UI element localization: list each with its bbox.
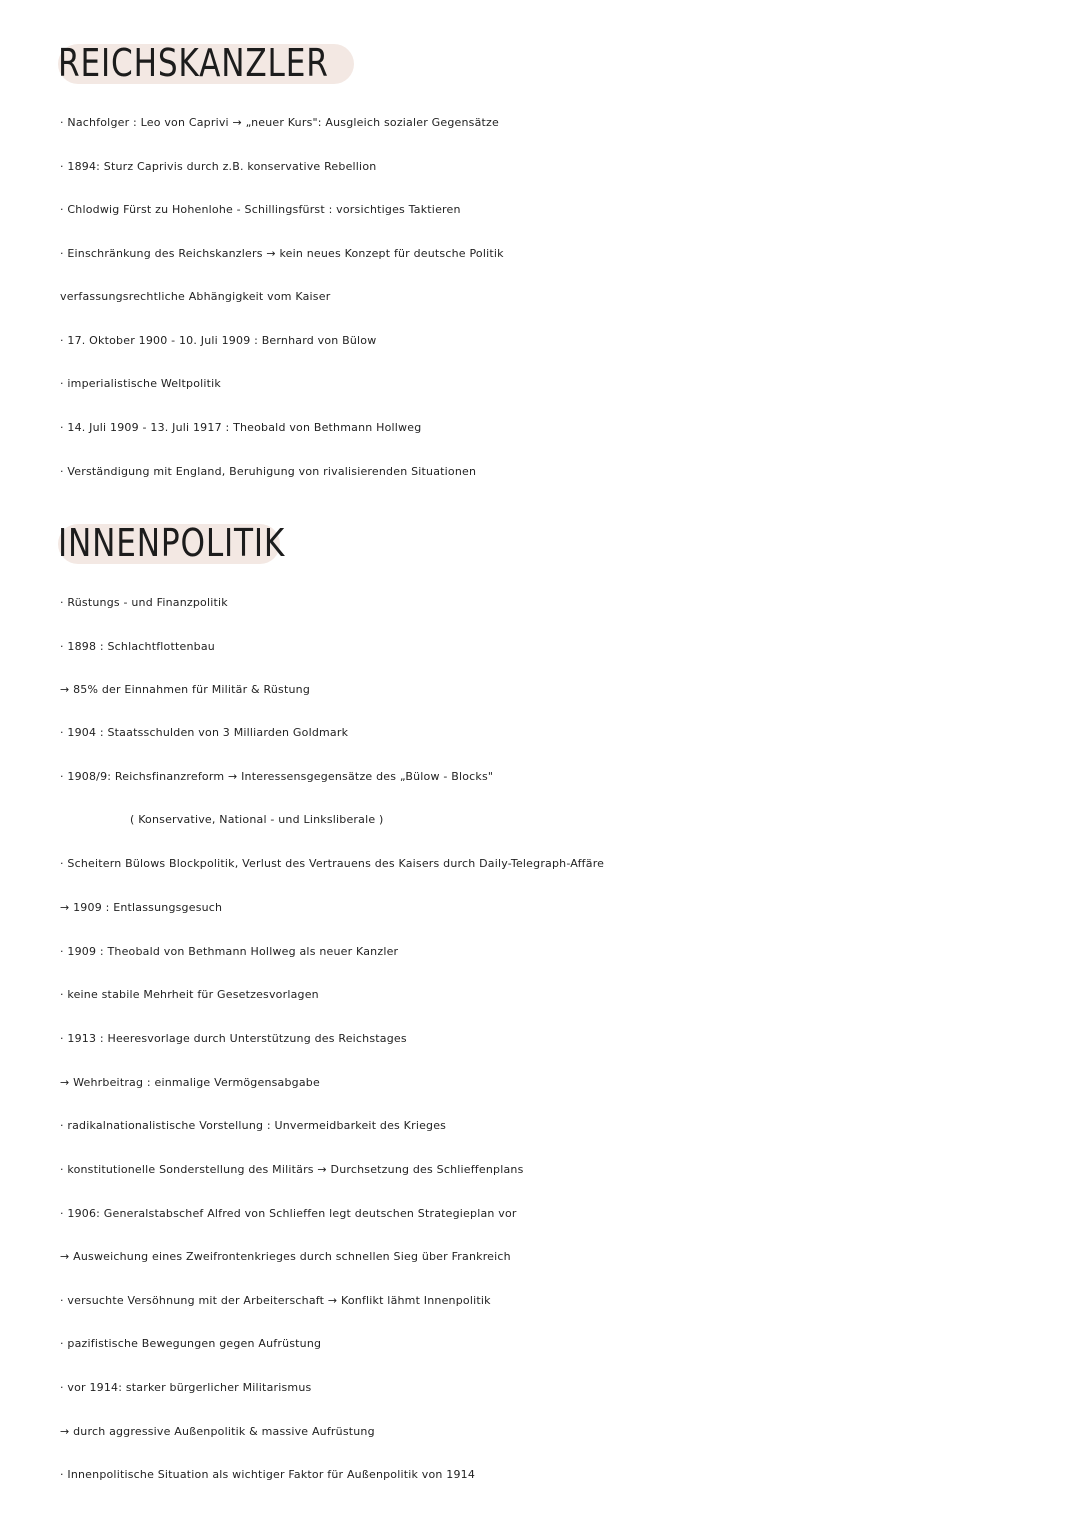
note-line: · Rüstungs - und Finanzpolitik xyxy=(60,596,228,609)
note-line: · Innenpolitische Situation als wichtiger Faktor für Außenpolitik von 1914 xyxy=(60,1468,476,1481)
heading-innenpolitik: INNENPOLITIK xyxy=(58,521,286,565)
note-line: · radikalnationalistische Vorstellung : Unvermeidbarkeit des Krieges xyxy=(60,1119,447,1132)
note-line: · keine stabile Mehrheit für Gesetzesvorlagen xyxy=(60,988,319,1001)
note-line: · Chlodwig Fürst zu Hohenlohe - Schillingsfürst : vorsichtiges Taktieren xyxy=(60,203,461,216)
note-line: · 1904 : Staatsschulden von 3 Milliarden Goldmark xyxy=(60,726,349,739)
note-line: · 1894: Sturz Caprivis durch z.B. konservative Rebellion xyxy=(60,160,377,173)
note-line: · 1908/9: Reichsfinanzreform → Interessensgegensätze des „Bülow - Blocks" xyxy=(60,770,494,783)
note-line: → 1909 : Entlassungsgesuch xyxy=(60,901,223,914)
note-line: → Ausweichung eines Zweifrontenkrieges durch schnellen Sieg über Frankreich xyxy=(60,1250,511,1263)
note-line: · 17. Oktober 1900 - 10. Juli 1909 : Bernhard von Bülow xyxy=(60,334,377,347)
note-line: · konstitutionelle Sonderstellung des Militärs → Durchsetzung des Schlieffenplans xyxy=(60,1163,524,1176)
note-line: · pazifistische Bewegungen gegen Aufrüstung xyxy=(60,1337,322,1350)
note-line: verfassungsrechtliche Abhängigkeit vom Kaiser xyxy=(60,290,331,303)
heading-innenpolitik-wrap xyxy=(58,520,335,566)
note-line: · Scheitern Bülows Blockpolitik, Verlust des Vertrauens des Kaisers durch Daily-Telegraph-Affäre xyxy=(60,857,605,870)
heading-reichskanzler: REICHSKANZLER xyxy=(58,41,329,85)
note-line: → 85% der Einnahmen für Militär & Rüstung xyxy=(60,683,311,696)
note-line: ( Konservative, National - und Linksliberale ) xyxy=(130,813,384,826)
note-line: → durch aggressive Außenpolitik & massive Aufrüstung xyxy=(60,1425,375,1438)
note-line: · 1909 : Theobald von Bethmann Hollweg als neuer Kanzler xyxy=(60,945,399,958)
heading-reichskanzler-wrap xyxy=(58,40,388,86)
note-line: · 1906: Generalstabschef Alfred von Schlieffen legt deutschen Strategieplan vor xyxy=(60,1207,517,1220)
note-line: · 1898 : Schlachtflottenbau xyxy=(60,640,215,653)
note-line: · Nachfolger : Leo von Caprivi → „neuer Kurs": Ausgleich sozialer Gegensätze xyxy=(60,116,499,129)
note-line: · 1913 : Heeresvorlage durch Unterstützung des Reichstages xyxy=(60,1032,407,1045)
note-line: → Wehrbeitrag : einmalige Vermögensabgabe xyxy=(60,1076,320,1089)
note-line: · imperialistische Weltpolitik xyxy=(60,377,221,390)
note-line: · 14. Juli 1909 - 13. Juli 1917 : Theobald von Bethmann Hollweg xyxy=(60,421,422,434)
note-line: · vor 1914: starker bürgerlicher Militarismus xyxy=(60,1381,312,1394)
note-line: · versuchte Versöhnung mit der Arbeiterschaft → Konflikt lähmt Innenpolitik xyxy=(60,1294,491,1307)
note-line: · Einschränkung des Reichskanzlers → kein neues Konzept für deutsche Politik xyxy=(60,247,504,260)
note-line: · Verständigung mit England, Beruhigung von rivalisierenden Situationen xyxy=(60,465,477,478)
